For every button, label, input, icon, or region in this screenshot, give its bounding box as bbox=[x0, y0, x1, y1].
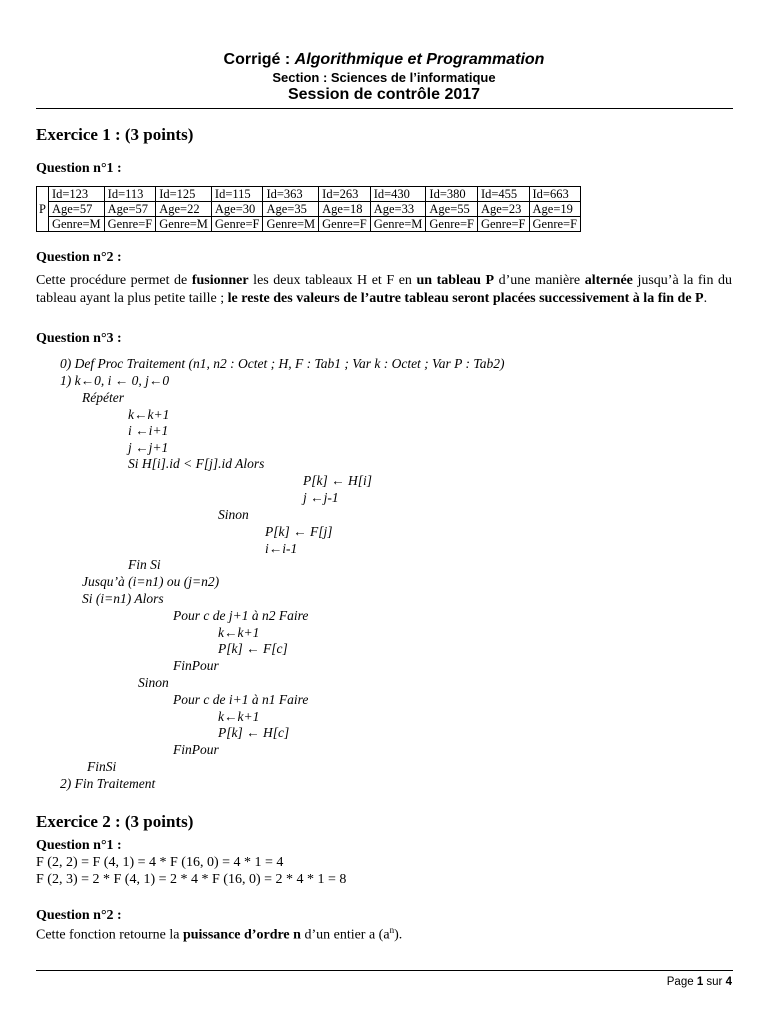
algo-line: Pour c de i+1 à n1 Faire bbox=[173, 692, 309, 707]
table-cell: Id=125 bbox=[156, 187, 212, 202]
table-cell: Age=18 bbox=[319, 202, 371, 217]
ex1-question-2-answer: Cette procédure permet de fusionner les deux tableaux H et F en un tableau P d’une manière alternée jusqu’à la fin du tableau ayant la plus petite taille ; le reste des valeurs de l’autre tableau seront placées successivement à la fin de P. bbox=[36, 273, 733, 306]
table-cell: Id=380 bbox=[426, 187, 478, 202]
algo-line: Jusqu’à (i=n1) ou (j=n2) bbox=[82, 574, 220, 589]
document-title: Corrigé : Algorithmique et Programmation bbox=[223, 51, 545, 68]
row-label: P bbox=[37, 187, 49, 232]
section-line: Section : Sciences de l’informatique bbox=[272, 70, 496, 85]
session-line: Session de contrôle 2017 bbox=[287, 86, 481, 103]
table-cell: Id=430 bbox=[370, 187, 426, 202]
table-cell: Id=115 bbox=[211, 187, 263, 202]
algo-line: Si H[i].id < F[j].id Alors bbox=[128, 456, 265, 471]
algo-line: k←k+1 bbox=[218, 625, 260, 640]
table-cell: Age=23 bbox=[477, 202, 529, 217]
document-header bbox=[0, 50, 768, 105]
table-cell: Genre=M bbox=[263, 217, 319, 232]
table-row bbox=[37, 217, 581, 232]
exercise-2-title: Exercice 2 : (3 points) bbox=[36, 812, 194, 831]
table-row bbox=[37, 187, 581, 202]
algo-line: FinSi bbox=[87, 759, 117, 774]
algo-line: j ←j-1 bbox=[303, 490, 339, 505]
ex2-q1-line-2: F (2, 3) = 2 * F (4, 1) = 2 * 4 * F (16, 0) = 2 * 4 * 1 = 8 bbox=[36, 872, 347, 887]
exercise-1-title: Exercice 1 : (3 points) bbox=[36, 125, 194, 144]
algo-line: 0) Def Proc Traitement (n1, n2 : Octet ; H, F : Tab1 ; Var k : Octet ; Var P : Tab2) bbox=[60, 356, 505, 371]
result-table-p bbox=[36, 186, 581, 232]
table-cell: Id=123 bbox=[48, 187, 104, 202]
ex1-question-1-title: Question n°1 : bbox=[36, 161, 122, 176]
table-cell: Age=22 bbox=[156, 202, 212, 217]
algo-line: i←i-1 bbox=[265, 541, 298, 556]
algo-line: P[k] ← F[j] bbox=[265, 524, 333, 539]
algo-line: Sinon bbox=[218, 507, 249, 522]
algo-line: FinPour bbox=[173, 658, 219, 673]
algo-line: Fin Si bbox=[128, 557, 161, 572]
table-cell: Id=663 bbox=[529, 187, 581, 202]
footer-divider bbox=[36, 970, 733, 971]
header-divider bbox=[36, 108, 733, 109]
table-cell: Genre=M bbox=[48, 217, 104, 232]
algo-line: P[k] ← H[i] bbox=[303, 473, 373, 488]
table-cell: Genre=F bbox=[211, 217, 263, 232]
ex2-question-1-title: Question n°1 : bbox=[36, 838, 122, 853]
ex2-question-2-answer: Cette fonction retourne la puissance d’ordre n d’un entier a $(a^n)$. bbox=[36, 925, 403, 943]
ex2-question-2-title: Question n°2 : bbox=[36, 908, 122, 923]
table-cell: Age=57 bbox=[104, 202, 156, 217]
algo-line: FinPour bbox=[173, 742, 219, 757]
table-cell: Genre=F bbox=[426, 217, 478, 232]
table-cell: Age=57 bbox=[48, 202, 104, 217]
algo-line: Sinon bbox=[138, 675, 169, 690]
table-cell: Genre=F bbox=[104, 217, 156, 232]
table-cell: Genre=M bbox=[156, 217, 212, 232]
algo-line: 1) k←0, i ← 0, j←0 bbox=[60, 373, 170, 388]
ex1-question-3-title: Question n°3 : bbox=[36, 331, 122, 346]
algo-line: Si (i=n1) Alors bbox=[82, 591, 164, 606]
algo-line: P[k] ← F[c] bbox=[218, 641, 288, 656]
table-cell: Id=113 bbox=[104, 187, 156, 202]
table-cell: Age=30 bbox=[211, 202, 263, 217]
algo-line: Pour c de j+1 à n2 Faire bbox=[173, 608, 309, 623]
table-cell: Age=33 bbox=[370, 202, 426, 217]
algo-line: i ←i+1 bbox=[128, 423, 169, 438]
ex1-question-2-title: Question n°2 : bbox=[36, 250, 122, 265]
algo-line: j ←j+1 bbox=[128, 440, 169, 455]
table-cell: Genre=F bbox=[319, 217, 371, 232]
table-cell: Genre=M bbox=[370, 217, 426, 232]
algo-line: P[k] ← H[c] bbox=[218, 725, 290, 740]
table-cell: Genre=F bbox=[477, 217, 529, 232]
table-cell: Genre=F bbox=[529, 217, 581, 232]
table-cell: Age=19 bbox=[529, 202, 581, 217]
table-cell: Age=55 bbox=[426, 202, 478, 217]
algo-line: Répéter bbox=[82, 390, 124, 405]
algo-line: 2) Fin Traitement bbox=[60, 776, 156, 791]
ex2-q1-line-1: F (2, 2) = F (4, 1) = 4 * F (16, 0) = 4 * 1 = 4 bbox=[36, 855, 284, 870]
page-number: Page 1 sur 4 bbox=[666, 976, 732, 988]
algo-line: k←k+1 bbox=[128, 407, 170, 422]
table-cell: Age=35 bbox=[263, 202, 319, 217]
table-row bbox=[37, 202, 581, 217]
algo-line: k←k+1 bbox=[218, 709, 260, 724]
table-cell: Id=263 bbox=[319, 187, 371, 202]
table-cell: Id=455 bbox=[477, 187, 529, 202]
table-cell: Id=363 bbox=[263, 187, 319, 202]
